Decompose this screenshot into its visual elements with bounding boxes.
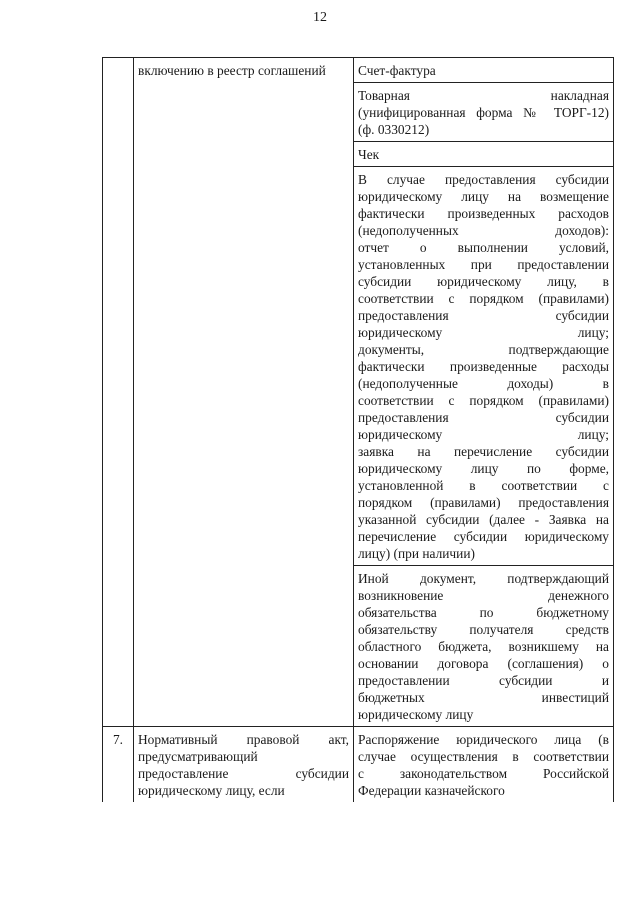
document-cell (354, 83, 614, 142)
document-cell (354, 167, 614, 566)
text-line: областного бюджета, возникшему на (358, 639, 609, 654)
text-line: (унифицированная форма № ТОРГ-12) (358, 105, 609, 120)
text-line: документы, подтверждающие (358, 342, 609, 357)
text-line: бюджетных инвестиций (358, 690, 609, 705)
text-line: основании договора (соглашения) о (358, 656, 609, 671)
text-line: юридическому лицу; (358, 427, 609, 442)
row-number-cell (103, 58, 134, 727)
text-line: фактически произведенных расходов (358, 206, 609, 221)
document-cell (354, 58, 614, 83)
text-line: юридическому лицу на возмещение (358, 189, 609, 204)
page-number: 12 (313, 10, 327, 25)
text-line: обязательства по бюджетному (358, 605, 609, 620)
text-line: Иной документ, подтверждающий (358, 571, 609, 586)
text-line: указанной субсидии (далее - Заявка на (358, 512, 609, 527)
text-line: юридическому лицу (358, 707, 474, 722)
text-line: В случае предоставления субсидии (358, 172, 609, 187)
document-cell (354, 566, 614, 727)
row-number-cell: 7. (103, 727, 134, 803)
documents-table (102, 57, 614, 802)
text-line: субсидии юридическому лицу, в (358, 274, 609, 289)
text-line: предоставление субсидии (138, 766, 349, 781)
text-line: соответствии с порядком (правилами) (358, 393, 609, 408)
table-row (103, 58, 614, 83)
text-line: юридическому лицу, если (138, 783, 285, 798)
text-line: заявка на перечисление субсидии (358, 444, 609, 459)
text-line: установленных при предоставлении (358, 257, 609, 272)
text-line: порядком (правилами) предоставления (358, 495, 609, 510)
text-line: Товарная накладная (358, 88, 609, 103)
text-line: Чек (358, 147, 380, 162)
text-line: возникновение денежного (358, 588, 609, 603)
text-line: юридическому лицу по форме, (358, 461, 609, 476)
text-line: с законодательством Российской (358, 766, 609, 781)
text-line: предусматривающий (138, 749, 258, 764)
text-line: соответствии с порядком (правилами) (358, 291, 609, 306)
text-line: предоставления субсидии (358, 308, 609, 323)
text-line: (недополученные доходы) в (358, 376, 609, 391)
text-line: отчет о выполнении условий, (358, 240, 609, 255)
table-row (103, 727, 614, 803)
text-line: Нормативный правовой акт, (138, 732, 349, 747)
text-line: перечисление субсидии юридическому (358, 529, 609, 544)
text-line: предоставления субсидии (358, 410, 609, 425)
text-line: случае осуществления в соответствии (358, 749, 609, 764)
text-line: (ф. 0330212) (358, 122, 430, 137)
text-line: лицу) (при наличии) (358, 546, 475, 561)
basis-cell: включению в реестр соглашений (134, 58, 354, 727)
document-cell (354, 142, 614, 167)
basis-cell (134, 727, 354, 803)
text-line: Распоряжение юридического лица (в (358, 732, 609, 747)
text-line: Счет-фактура (358, 63, 436, 78)
document-cell (354, 727, 614, 803)
text-line: фактически произведенные расходы (358, 359, 609, 374)
text-line: (недополученных доходов): (358, 223, 609, 238)
text-line: установленной в соответствии с (358, 478, 609, 493)
text-line: юридическому лицу; (358, 325, 609, 340)
text-line: предоставлении субсидии и (358, 673, 609, 688)
text-line: обязательству получателя средств (358, 622, 609, 637)
text-line: Федерации казначейского (358, 783, 505, 798)
